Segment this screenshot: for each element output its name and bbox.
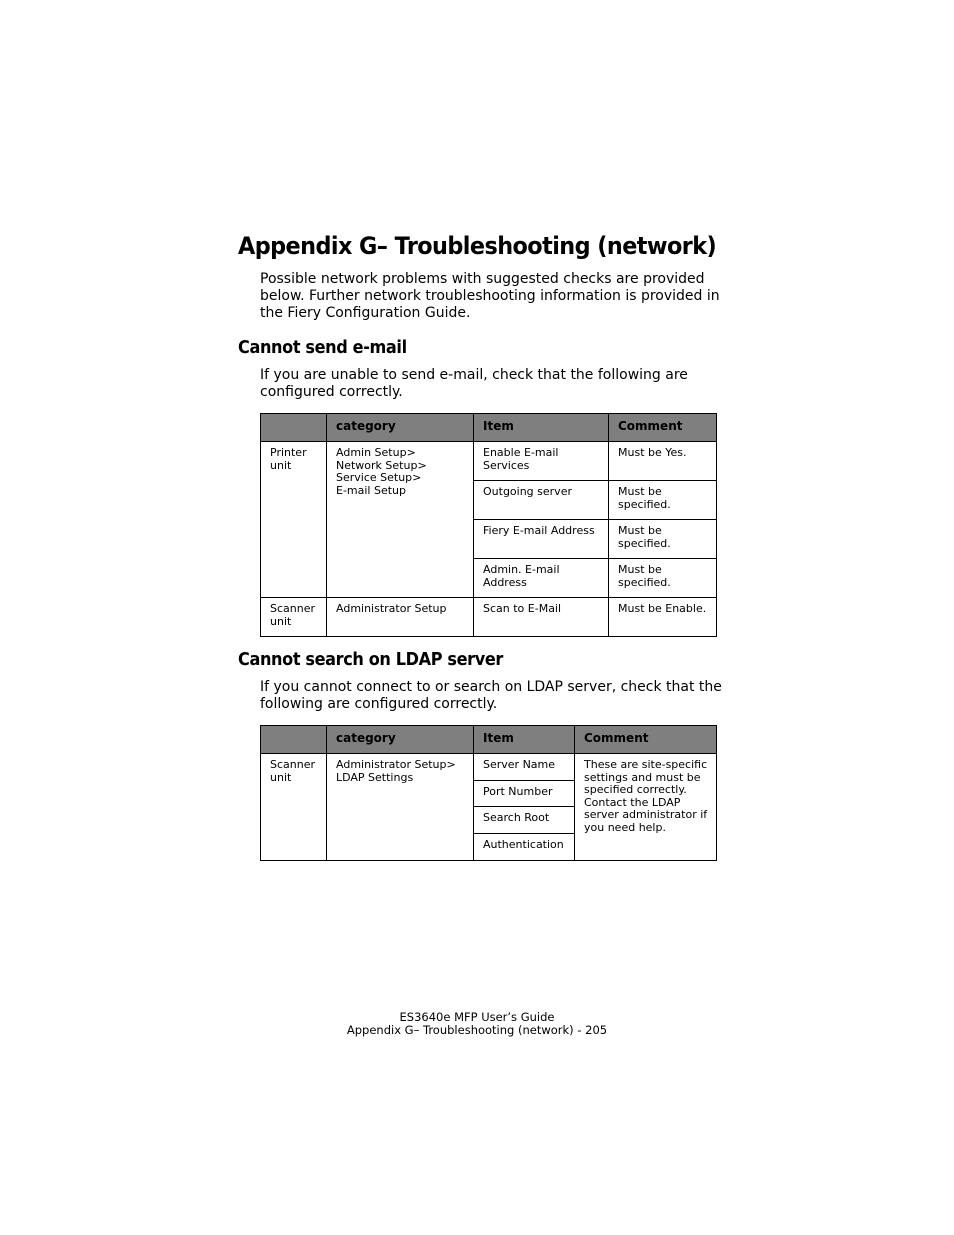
header-cell-item: Item (474, 726, 575, 754)
table-header-row (261, 414, 717, 442)
comment-cell: Must be specified. (609, 481, 717, 520)
comment-cell: These are site-specific settings and must be specified correctly. Contact the LDAP server administrator if you need help. (575, 754, 717, 861)
comment-cell: Must be Yes. (609, 442, 717, 481)
item-cell: Admin. E-mail Address (474, 559, 609, 598)
footer-guide-title: ES3640e MFP User’s Guide (399, 1010, 555, 1024)
ldap-section-heading: Cannot search on LDAP server (238, 650, 504, 670)
ldap-settings-table (260, 725, 717, 861)
item-cell: Authentication (474, 834, 575, 861)
header-cell-comment: Comment (575, 726, 717, 754)
category-cell: Administrator Setup> LDAP Settings (327, 754, 474, 861)
page-title: Appendix G– Troubleshooting (network) (238, 232, 717, 260)
header-cell-item: Item (474, 414, 609, 442)
item-cell: Enable E-mail Services (474, 442, 609, 481)
item-cell: Port Number (474, 781, 575, 807)
category-cell: Admin Setup> Network Setup> Service Setup> E-mail Setup (327, 442, 474, 598)
header-cell-unit (261, 414, 327, 442)
category-cell: Administrator Setup (327, 598, 474, 637)
item-cell: Server Name (474, 754, 575, 781)
header-cell-unit (261, 726, 327, 754)
ldap-section-intro: If you cannot connect to or search on LDAP server, check that the following are configured correctly. (260, 679, 722, 712)
unit-cell: Scanner unit (261, 598, 327, 637)
unit-cell: Printer unit (261, 442, 327, 598)
table-row (261, 442, 717, 481)
email-settings-table (260, 413, 717, 637)
comment-cell: Must be specified. (609, 559, 717, 598)
comment-cell: Must be Enable. (609, 598, 717, 637)
table-header-row (261, 726, 717, 754)
unit-cell: Scanner unit (261, 754, 327, 861)
item-cell: Scan to E-Mail (474, 598, 609, 637)
table-row (261, 598, 717, 637)
item-cell: Outgoing server (474, 481, 609, 520)
item-cell: Search Root (474, 807, 575, 834)
table-row (261, 754, 717, 781)
intro-paragraph: Possible network problems with suggested checks are provided below. Further network troubleshooting information is provided in the Fiery Configuration Guide. (260, 271, 720, 321)
item-cell: Fiery E-mail Address (474, 520, 609, 559)
email-section-intro: If you are unable to send e-mail, check that the following are configured correctly. (260, 367, 688, 400)
comment-cell: Must be specified. (609, 520, 717, 559)
header-cell-comment: Comment (609, 414, 717, 442)
header-cell-category: category (327, 414, 474, 442)
header-cell-category: category (327, 726, 474, 754)
email-section-heading: Cannot send e-mail (238, 338, 407, 358)
footer-page-number: Appendix G– Troubleshooting (network) - 205 (346, 1023, 608, 1037)
